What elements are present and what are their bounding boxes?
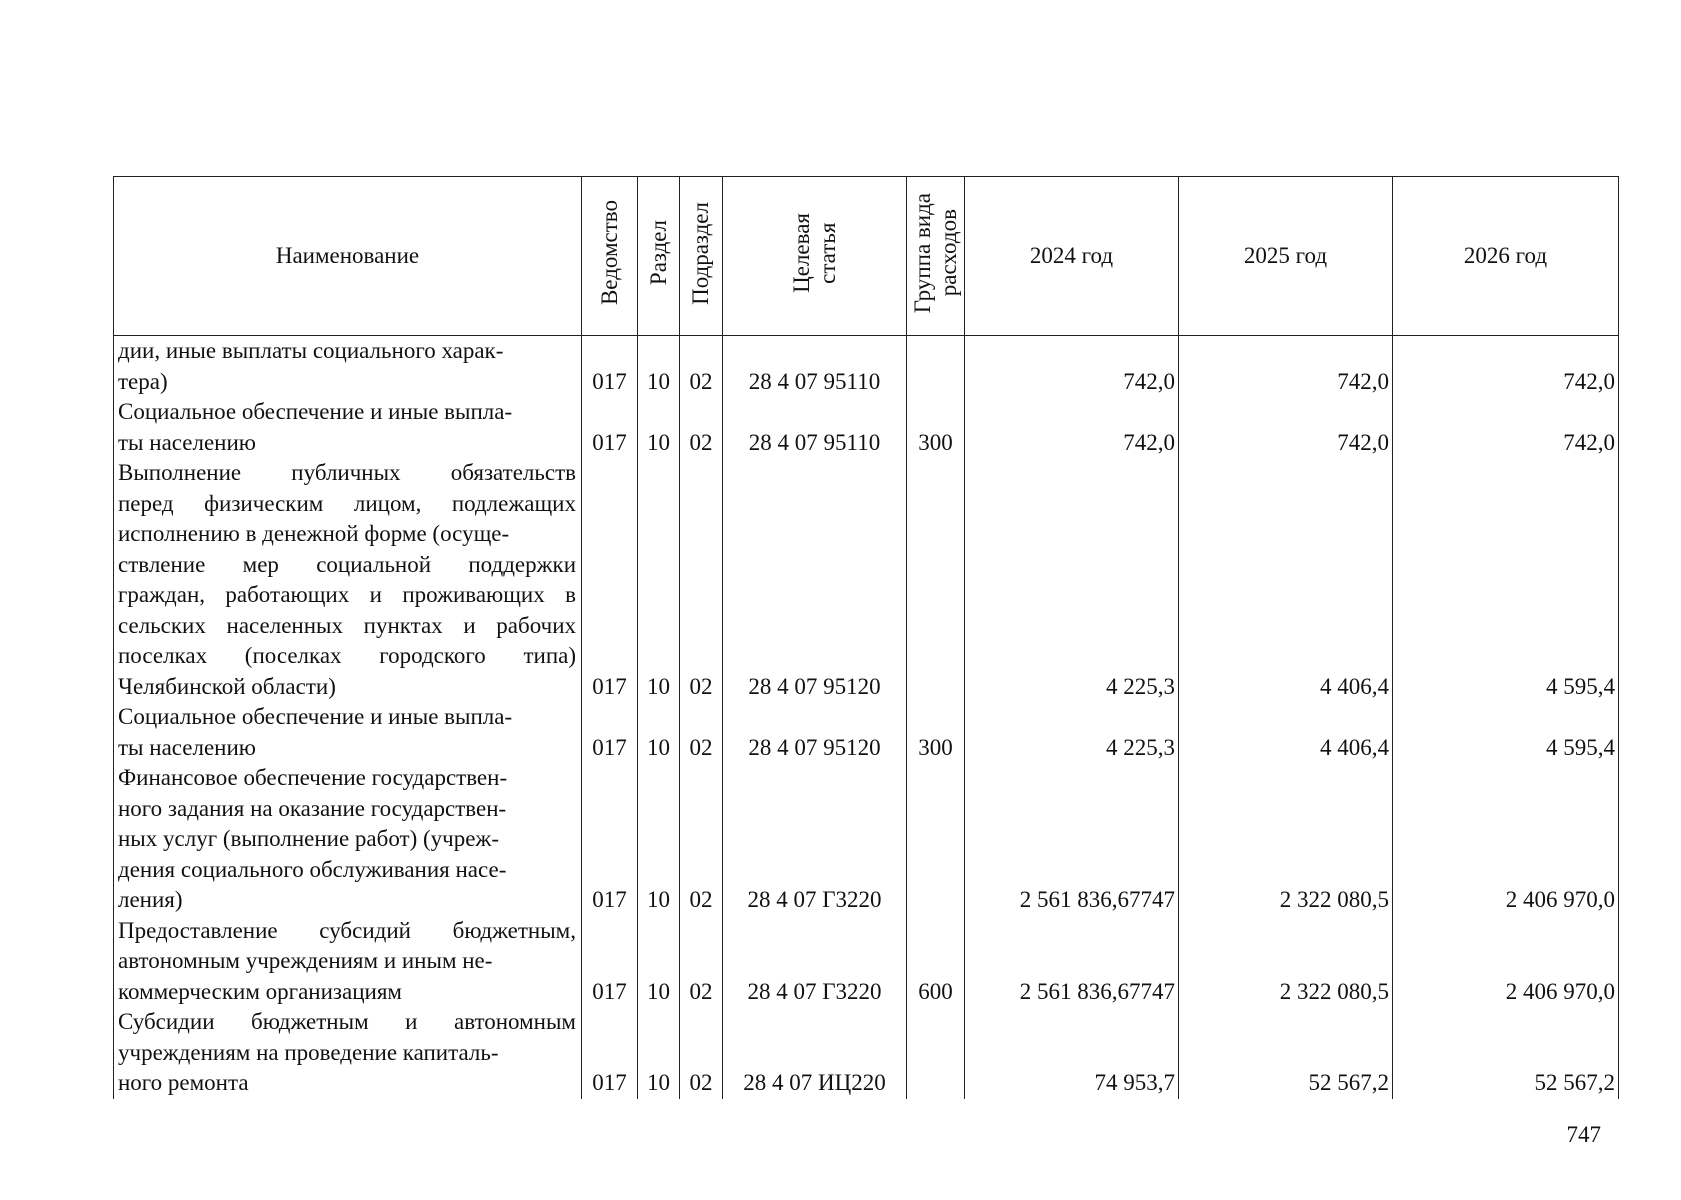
header-vedomstvo-label: Ведомство [596, 200, 622, 306]
row-podrazdel: 02 [680, 336, 723, 398]
row-vedomstvo: 017 [582, 763, 638, 916]
row-y2024: 4 225,3 [965, 702, 1179, 763]
row-y2025: 2 322 080,5 [1179, 763, 1393, 916]
row-name [114, 458, 582, 702]
row-target: 28 4 07 95120 [723, 702, 907, 763]
row-podrazdel: 02 [680, 1007, 723, 1099]
row-name [114, 702, 582, 763]
row-name-line: тера) [118, 368, 168, 394]
row-name-line: Финансовое обеспечение государствен- [118, 765, 508, 790]
row-group: 300 [907, 702, 965, 763]
row-name [114, 1007, 582, 1099]
row-y2026: 52 567,2 [1393, 1007, 1619, 1099]
row-y2026: 742,0 [1393, 397, 1619, 458]
row-podrazdel: 02 [680, 763, 723, 916]
row-target: 28 4 07 ИЦ220 [723, 1007, 907, 1099]
row-target: 28 4 07 Г3220 [723, 763, 907, 916]
row-name-line: Выполнение публичных обязательств [118, 460, 576, 485]
row-y2026: 4 595,4 [1393, 702, 1619, 763]
header-2025 [1179, 177, 1393, 336]
row-target: 28 4 07 95110 [723, 336, 907, 398]
row-y2025: 2 322 080,5 [1179, 916, 1393, 1008]
row-podrazdel: 02 [680, 702, 723, 763]
row-name-line: автономным учреждениям и иным не- [118, 948, 493, 973]
row-y2026: 742,0 [1393, 336, 1619, 398]
row-name-line: ного ремонта [118, 1070, 249, 1095]
header-target-line2: статья [814, 222, 840, 284]
row-vedomstvo: 017 [582, 916, 638, 1008]
row-y2025: 4 406,4 [1179, 458, 1393, 702]
table-row [114, 397, 1619, 458]
row-y2026: 2 406 970,0 [1393, 763, 1619, 916]
row-y2025: 52 567,2 [1179, 1007, 1393, 1099]
row-name-line: Субсидии бюджетным и автономным [118, 1009, 576, 1034]
row-group: 600 [907, 916, 965, 1008]
header-podrazdel-label: Подраздел [688, 201, 713, 305]
header-2026 [1393, 177, 1619, 336]
row-y2026: 4 595,4 [1393, 458, 1619, 702]
page-number: 747 [1566, 1122, 1601, 1147]
header-target-label [789, 213, 841, 293]
header-2024-label: 2024 год [1029, 243, 1114, 268]
header-razdel [638, 177, 680, 336]
row-name [114, 336, 582, 398]
header-name [114, 177, 582, 336]
header-group-line2: расходов [935, 209, 961, 297]
row-name-line: исполнению в денежной форме (осуще- [118, 521, 510, 546]
row-group [907, 336, 965, 398]
row-y2025: 4 406,4 [1179, 702, 1393, 763]
row-name [114, 397, 582, 458]
row-name-line: Социальное обеспечение и иные выпла- [118, 399, 513, 424]
row-vedomstvo: 017 [582, 397, 638, 458]
row-razdel: 10 [638, 458, 680, 702]
row-podrazdel: 02 [680, 458, 723, 702]
table-body [114, 336, 1619, 1099]
row-name-line: перед физическим лицом, подлежащих [118, 490, 576, 516]
row-name-line: ты населению [118, 734, 256, 760]
header-2024 [965, 177, 1179, 336]
row-y2024: 4 225,3 [965, 458, 1179, 702]
row-name-line: Социальное обеспечение и иные выпла- [118, 704, 513, 729]
header-target-line1: Целевая [788, 213, 814, 293]
row-target: 28 4 07 95110 [723, 397, 907, 458]
header-group-line1: Группа вида [909, 192, 935, 314]
table-row [114, 1007, 1619, 1099]
budget-table [113, 176, 1619, 1099]
row-name-line: поселках (поселках городского типа) [118, 643, 576, 668]
row-name-line: учреждениям на проведение капиталь- [118, 1039, 499, 1065]
row-name [114, 763, 582, 916]
row-razdel: 10 [638, 702, 680, 763]
row-vedomstvo: 017 [582, 458, 638, 702]
header-row [114, 177, 1619, 336]
header-target [723, 177, 907, 336]
header-razdel-label: Раздел [645, 220, 671, 286]
table-row [114, 702, 1619, 763]
header-name-label: Наименование [275, 243, 420, 268]
row-vedomstvo: 017 [582, 1007, 638, 1099]
row-name-line: дения социального обслуживания насе- [118, 856, 507, 882]
header-2025-label: 2025 год [1243, 243, 1328, 268]
row-podrazdel: 02 [680, 397, 723, 458]
row-target: 28 4 07 Г3220 [723, 916, 907, 1008]
row-name-line: граждан, работающих и проживающих в [118, 582, 576, 607]
row-y2024: 742,0 [965, 336, 1179, 398]
row-razdel: 10 [638, 336, 680, 398]
row-name-line: сельских населенных пунктах и рабочих [118, 612, 576, 638]
row-y2024: 74 953,7 [965, 1007, 1179, 1099]
row-y2026: 2 406 970,0 [1393, 916, 1619, 1008]
row-target: 28 4 07 95120 [723, 458, 907, 702]
row-name-line: ления) [118, 887, 183, 912]
row-name-line: ного задания на оказание государствен- [118, 795, 507, 821]
row-group: 300 [907, 397, 965, 458]
row-podrazdel: 02 [680, 916, 723, 1008]
row-group [907, 458, 965, 702]
row-y2025: 742,0 [1179, 336, 1393, 398]
header-group-label [910, 193, 962, 313]
table-row [114, 336, 1619, 398]
row-group [907, 1007, 965, 1099]
row-y2025: 742,0 [1179, 397, 1393, 458]
row-name-line: ты населению [118, 429, 256, 455]
row-razdel: 10 [638, 1007, 680, 1099]
row-vedomstvo: 017 [582, 702, 638, 763]
table-row [114, 763, 1619, 916]
row-name-line: ствление мер социальной поддержки [118, 551, 576, 577]
row-razdel: 10 [638, 916, 680, 1008]
table-row [114, 458, 1619, 702]
row-razdel: 10 [638, 763, 680, 916]
header-group [907, 177, 965, 336]
row-name-line: Челябинской области) [118, 673, 336, 699]
row-name-line: ных услуг (выполнение работ) (учреж- [118, 826, 499, 851]
row-name [114, 916, 582, 1008]
row-razdel: 10 [638, 397, 680, 458]
row-name-line: Предоставление субсидий бюджетным, [118, 917, 576, 943]
row-y2024: 742,0 [965, 397, 1179, 458]
row-y2024: 2 561 836,67747 [965, 916, 1179, 1008]
row-vedomstvo: 017 [582, 336, 638, 398]
row-name-line: коммерческим организациям [118, 978, 402, 1004]
table-row [114, 916, 1619, 1008]
header-podrazdel [680, 177, 723, 336]
header-2026-label: 2026 год [1463, 243, 1548, 268]
row-y2024: 2 561 836,67747 [965, 763, 1179, 916]
row-name-line: дии, иные выплаты социального харак- [118, 338, 504, 363]
row-group [907, 763, 965, 916]
header-vedomstvo [582, 177, 638, 336]
